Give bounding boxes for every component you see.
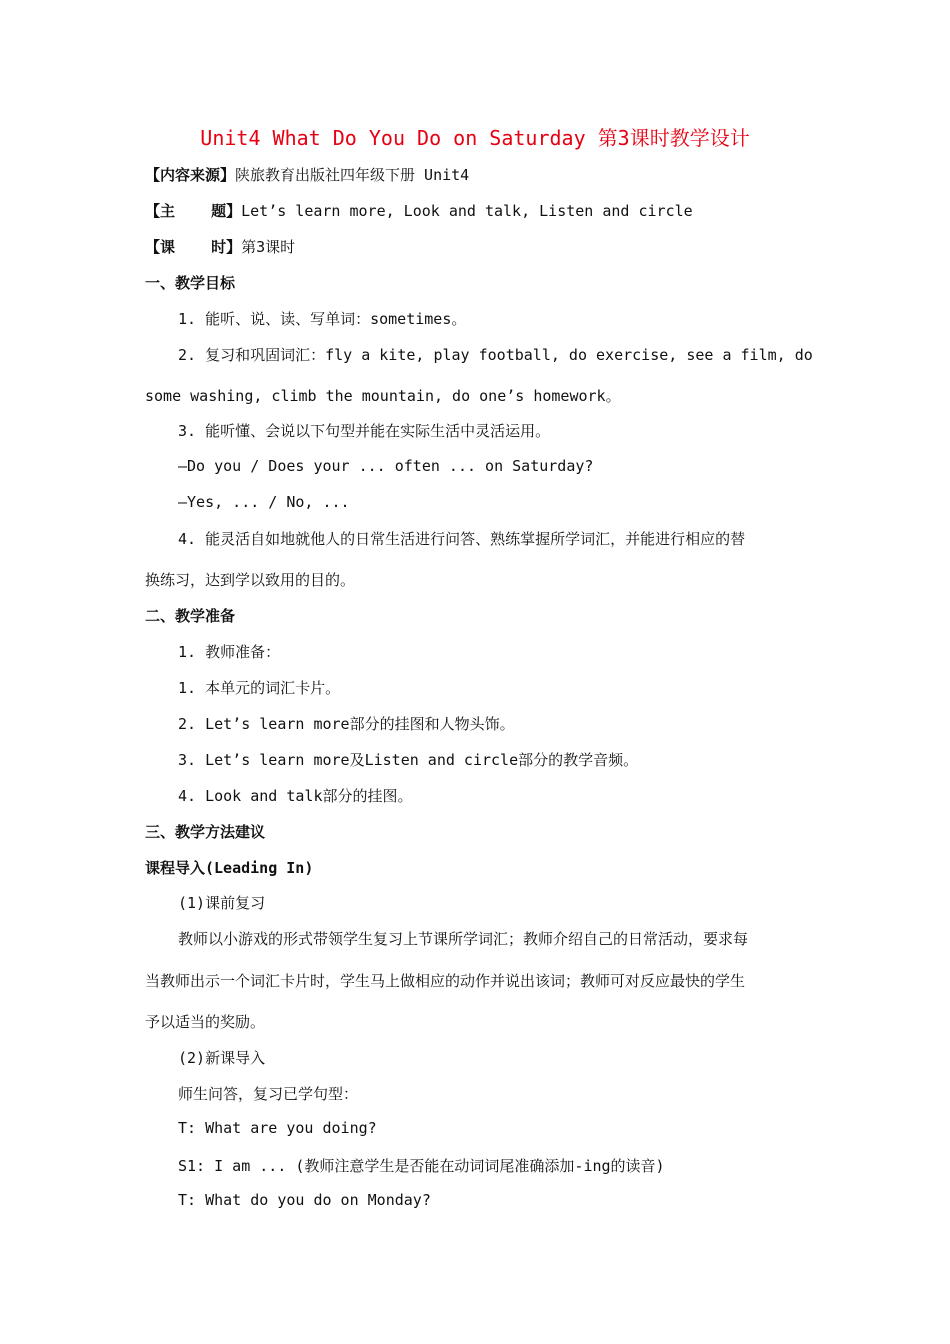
- section1-heading: 一、教学目标: [145, 274, 236, 292]
- dialog-line-3: T: What do you do on Monday?: [178, 1191, 431, 1209]
- meta-source-value: 陕旅教育出版社四年级下册 Unit4: [235, 166, 470, 184]
- meta-topic: [145, 200, 693, 221]
- section3-heading: 三、教学方法建议: [145, 823, 266, 841]
- objective-3: 3. 能听懂、会说以下句型并能在实际生活中灵活运用。: [178, 422, 551, 440]
- teacher-prep-label: 1. 教师准备：: [178, 643, 281, 661]
- meta-source-key: 【内容来源】: [145, 166, 236, 184]
- leading-in-heading: 课程导入(Leading In): [145, 859, 314, 877]
- review-label: (1)课前复习: [178, 894, 266, 912]
- review-para-line2: 当教师出示一个词汇卡片时，学生马上做相应的动作并说出该词；教师可对反应最快的学生: [145, 972, 746, 990]
- meta-period-key: 【课 时】: [145, 238, 242, 256]
- prep-item-2: 2. Let’s learn more部分的挂图和人物头饰。: [178, 715, 515, 733]
- section2-heading: 二、教学准备: [145, 607, 236, 625]
- objective-1: 1. 能听、说、读、写单词：sometimes。: [178, 310, 467, 328]
- dialog-line-1: T: What are you doing?: [178, 1119, 377, 1137]
- meta-period-value: 第3课时: [241, 238, 296, 256]
- new-lesson-label: (2)新课导入: [178, 1049, 266, 1067]
- sentence-pattern-2: —Yes, ... / No, ...: [178, 493, 350, 511]
- objective-4-line2: 换练习，达到学以致用的目的。: [145, 571, 356, 589]
- meta-topic-value: Let’s learn more, Look and talk, Listen and circle: [241, 202, 693, 220]
- sentence-pattern-1: —Do you / Does your ... often ... on Saturday?: [178, 457, 594, 475]
- objective-2-line2: some washing, climb the mountain, do one’s homework。: [145, 387, 621, 405]
- objective-2-line1: 2. 复习和巩固词汇：fly a kite, play football, do exercise, see a film, do: [178, 346, 813, 364]
- meta-topic-key: 【主 题】: [145, 202, 242, 220]
- objective-4-line1: 4. 能灵活自如地就他人的日常生活进行问答、熟练掌握所学词汇，并能进行相应的替: [178, 530, 746, 548]
- prep-item-1: 1. 本单元的词汇卡片。: [178, 679, 341, 697]
- prep-item-4: 4. Look and talk部分的挂图。: [178, 787, 413, 805]
- meta-source: [145, 164, 469, 185]
- prep-item-3: 3. Let’s learn more及Listen and circle部分的教学音频。: [178, 751, 639, 769]
- dialog-line-2: S1: I am ... (教师注意学生是否能在动词词尾准确添加-ing的读音): [178, 1157, 665, 1175]
- qa-intro: 师生问答，复习已学句型：: [178, 1085, 359, 1103]
- meta-period: [145, 236, 295, 257]
- document-title: Unit4 What Do You Do on Saturday 第3课时教学设计: [200, 126, 750, 150]
- review-para-line3: 予以适当的奖励。: [145, 1013, 266, 1031]
- review-para-line1: 教师以小游戏的形式带领学生复习上节课所学词汇；教师介绍自己的日常活动，要求每: [178, 930, 749, 948]
